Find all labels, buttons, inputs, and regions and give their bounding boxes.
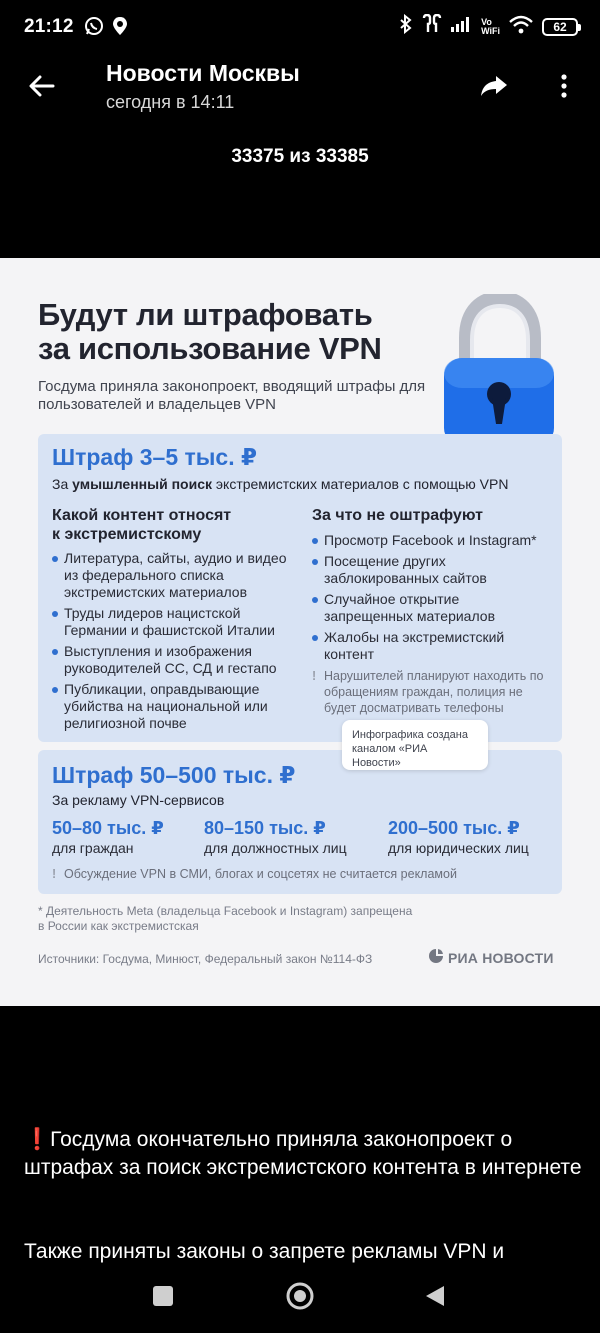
app-bar	[0, 56, 600, 120]
post-text: ❗Госдума окончательно приняла законопроект о штрафах за поиск экстремистского контента в интернете	[24, 1128, 582, 1179]
exclamation-icon: !	[52, 867, 57, 881]
status-time: 21:12	[24, 16, 74, 37]
extremist-content-heading: Какой контент относят к экстремистскому	[52, 507, 232, 543]
list-item: Случайное открытие запрещенных материалов	[312, 591, 552, 625]
share-button[interactable]	[472, 66, 516, 110]
amount-legal-entities: 200–500 тыс. ₽	[388, 818, 520, 838]
system-nav-bar	[0, 1263, 600, 1333]
list-item: Литература, сайты, аудио и видео из федерального списка экстремистских материалов	[52, 550, 292, 601]
recents-icon	[152, 1285, 174, 1312]
amount-legal-entities-label: для юридических лиц	[388, 840, 529, 856]
list-item: Публикации, оправдывающие убийства на национальной или религиозной почве	[52, 681, 292, 732]
nav-back-button[interactable]	[418, 1281, 452, 1315]
enforcement-note: ! Нарушителей планируют находить по обращениям граждан, полиция не будет досматривать телефоны	[312, 669, 544, 715]
status-right-icons	[399, 14, 578, 39]
home-button[interactable]	[283, 1281, 317, 1315]
infographic-image[interactable]	[0, 258, 600, 1006]
fine-small-description: За умышленный поиск экстремистских материалов с помощью VPN	[52, 476, 509, 492]
extremist-content-list	[52, 550, 292, 736]
no-fine-list	[312, 532, 552, 667]
status-left-icons	[84, 16, 128, 41]
ria-logo-icon	[428, 948, 444, 967]
lock-icon	[440, 294, 558, 450]
status-bar	[0, 0, 600, 56]
list-item: Просмотр Facebook и Instagram*	[312, 532, 552, 549]
infographic-subtitle: Госдума приняла законопроект, вводящий штрафы для пользователей и владельцев VPN	[38, 378, 426, 413]
sources: Источники: Госдума, Минюст, Федеральный закон №114-ФЗ	[38, 952, 373, 966]
fine-large-panel	[38, 750, 562, 894]
fine-small-panel	[38, 434, 562, 742]
whatsapp-icon	[84, 16, 104, 41]
amount-officials: 80–150 тыс. ₽	[204, 818, 326, 838]
exclamation-icon: !	[312, 669, 317, 683]
back-arrow-icon	[29, 75, 55, 102]
more-options-button[interactable]	[542, 66, 586, 110]
ria-logo: РИА НОВОСТИ	[428, 948, 554, 967]
media-counter: 33375 из 33385	[231, 146, 369, 167]
back-triangle-icon	[424, 1284, 446, 1313]
wifi-icon	[508, 14, 534, 39]
fine-small-heading: Штраф 3–5 тыс. ₽	[52, 444, 257, 470]
fine-large-heading: Штраф 50–500 тыс. ₽	[52, 762, 296, 788]
list-item: Жалобы на экстремистский контент	[312, 629, 552, 663]
fine-large-description: За рекламу VPN-сервисов	[52, 792, 225, 808]
channel-title: Новости Москвы	[106, 60, 300, 86]
back-button[interactable]	[20, 66, 64, 110]
exclamation-emoji: ❗	[24, 1128, 51, 1151]
post-date: сегодня в 14:11	[106, 92, 235, 112]
list-item: Труды лидеров нацистской Германии и фашистской Италии	[52, 605, 292, 639]
signal-icon	[451, 16, 473, 37]
earbuds-icon	[421, 14, 443, 39]
list-item: Посещение других заблокированных сайтов	[312, 553, 552, 587]
battery-icon: 62	[542, 18, 578, 36]
no-fine-heading: За что не оштрафуют	[312, 507, 483, 524]
post-text-continued: Также приняты законы о запрете рекламы VPN и	[24, 1240, 505, 1263]
recents-button[interactable]	[146, 1281, 180, 1315]
more-vert-icon	[561, 74, 567, 103]
home-icon	[285, 1281, 315, 1316]
amount-citizens-label: для граждан	[52, 840, 134, 856]
location-icon	[112, 16, 128, 41]
share-icon	[480, 74, 508, 103]
advertising-note: ! Обсуждение VPN в СМИ, блогах и соцсетях не считается рекламой	[52, 867, 457, 881]
list-item: Выступления и изображения руководителей СС, СД и гестапо	[52, 643, 292, 677]
vowifi-label: Vo WiFi	[481, 16, 500, 36]
infographic-title: Будут ли штрафовать за использование VPN	[38, 297, 382, 366]
infographic-credit: Инфографика создана каналом «РИА Новости»	[342, 720, 488, 770]
amount-citizens: 50–80 тыс. ₽	[52, 818, 164, 838]
amount-officials-label: для должностных лиц	[204, 840, 347, 856]
bluetooth-icon	[399, 14, 413, 39]
footnote: * Деятельность Meta (владельца Facebook и Instagram) запрещена в России как экстремистская	[38, 904, 413, 933]
